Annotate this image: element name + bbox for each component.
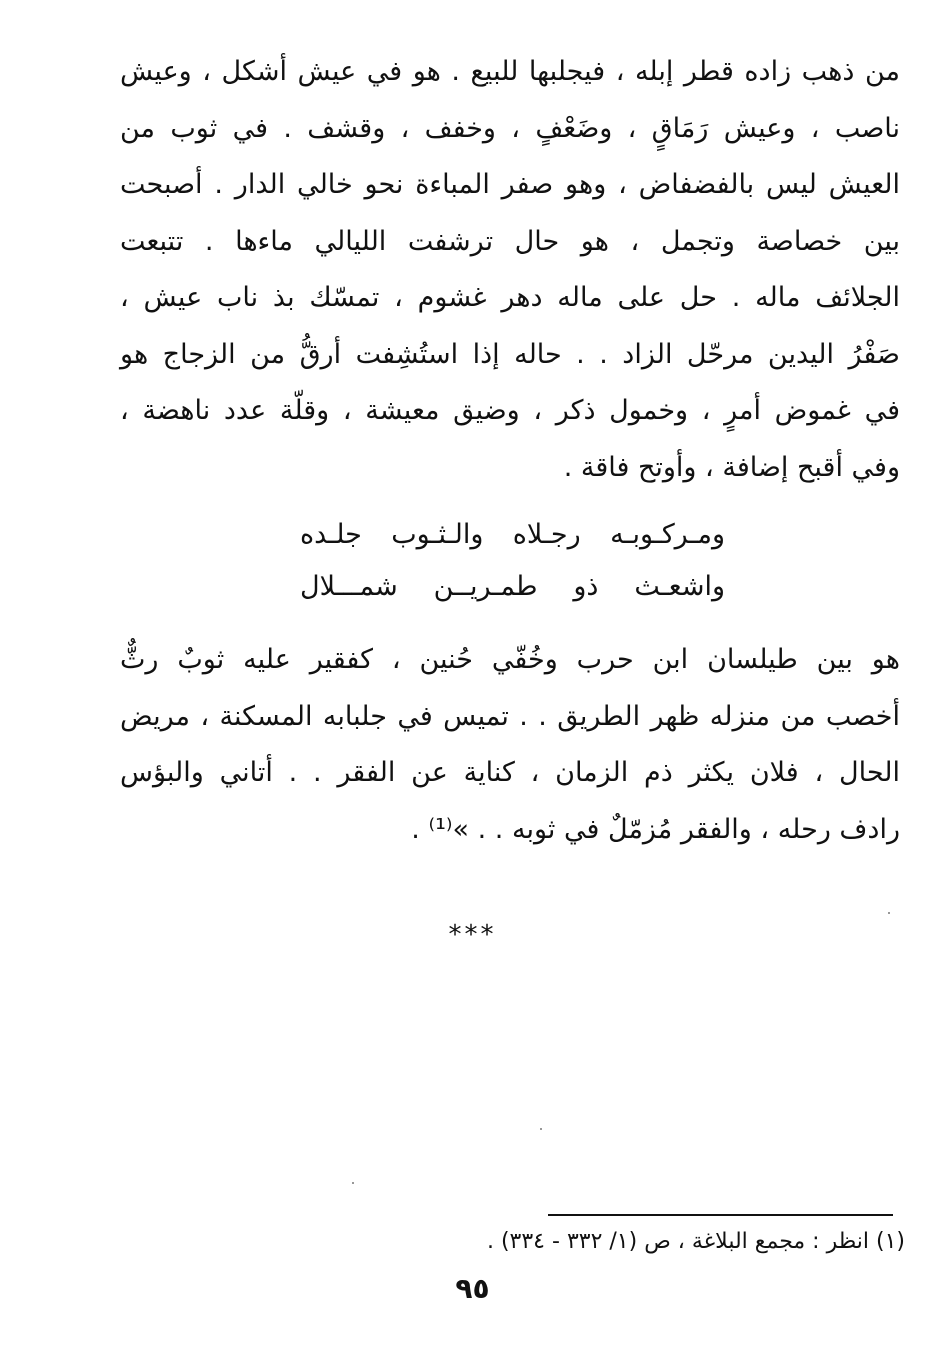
paragraph-1-line: بين خصاصة وتجمل ، هو حال ترشفت الليالي ماءها . تتبعت xyxy=(120,225,900,257)
paragraph-1-line: ناصب ، وعيش رَمَاقٍ ، وضَعْفٍ ، وخفف ، وقشف . في ثوب من xyxy=(120,112,900,144)
page-number: ٩٥ xyxy=(455,1272,490,1305)
paragraph-2 xyxy=(120,632,900,858)
paragraph-2-line: رادف رحله ، والفقر مُزمّلٌ في ثوبه . . »⁽¹⁾ . xyxy=(411,813,900,845)
paragraph-1 xyxy=(120,44,900,496)
verse-line-1 xyxy=(300,510,725,560)
scan-speck xyxy=(352,1182,354,1184)
paragraph-2-line: الحال ، فلان يكثر ذم الزمان ، كناية عن الفقر . . أتاني والبؤس xyxy=(120,757,900,788)
paragraph-1-line: وفي أقبح إضافة ، وأوتح فاقة . xyxy=(563,451,900,483)
scan-speck xyxy=(888,912,890,914)
paragraph-1-line: من ذهب زاده قطر إبله ، فيجلبها للبيع . هو في عيش أشكل ، وعيش xyxy=(120,56,900,87)
verse-line-2-text: واشعـث ذو طمـريــن شمـــلال xyxy=(300,571,725,602)
footnote: (١) انظر : مجمع البلاغة ، ص (١/ ٣٣٢ - ٣٣٤) . xyxy=(486,1229,905,1254)
paragraph-1-line: في غموض أمرٍ ، وخمول ذكر ، وضيق معيشة ، وقلّة عدد ناهضة ، xyxy=(120,395,900,426)
scan-speck xyxy=(540,1128,542,1130)
section-separator: *** xyxy=(448,920,497,950)
paragraph-2-line: هو بين طيلسان ابن حرب وخُفّي حُنين ، كفقير عليه ثوبٌ رثٌّ xyxy=(120,644,900,675)
paragraph-1-line: صَفْرُ اليدين مرحّل الزاد . . حاله إذا استُشِفت أرقُّ من الزجاج هو xyxy=(120,338,900,370)
paragraph-1-line: الجلائف ماله . حل على ماله دهر غشوم ، تمسّك بذ ناب عيش ، xyxy=(120,282,900,313)
paragraph-1-line: العيش ليس بالفضفاض ، وهو صفر المباءة نحو خالي الدار . أصبحت xyxy=(120,169,900,200)
verse-line-2 xyxy=(300,562,725,612)
verse-line-1-text: ومـركـوبـه رجـلاه والـثـوب جلـده xyxy=(300,519,725,550)
paragraph-2-line: أخصب من منزله ظهر الطريق . . تميس في جلبابه المسكنة ، مريض xyxy=(120,700,900,732)
footnote-divider xyxy=(548,1214,893,1216)
